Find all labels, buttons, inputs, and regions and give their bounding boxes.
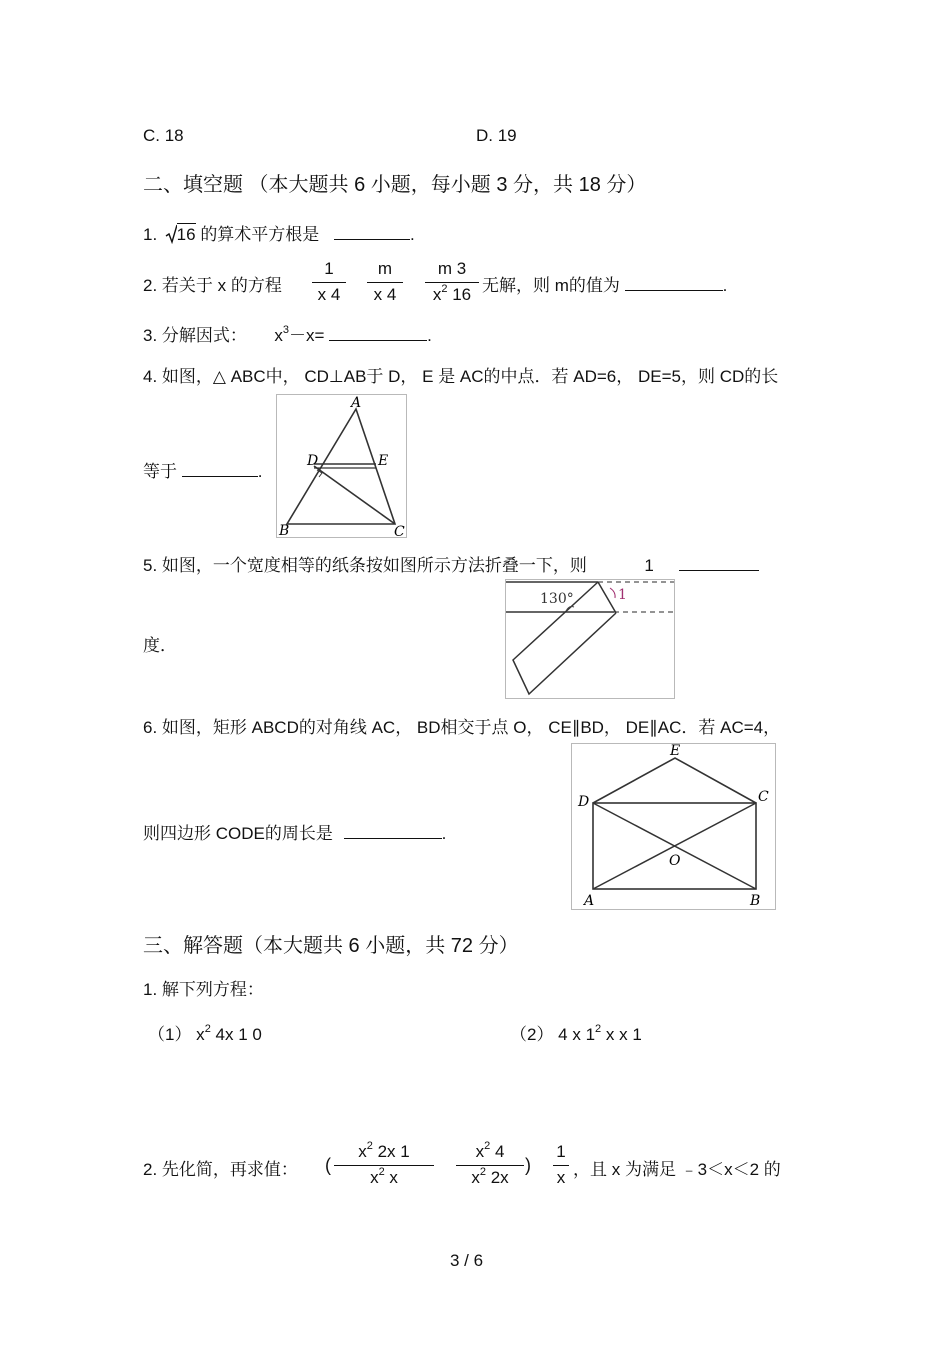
sqrt-sign-icon — [165, 224, 177, 244]
label-o: O — [669, 853, 681, 869]
q4-text: 4. 如图，△ ABC中， CD⊥AB于 D， E 是 AC的中点．若 AD=6， DE=5，则 CD的长 — [143, 367, 779, 386]
q2-tail: 无解，则 m的值为 . — [482, 276, 728, 295]
section-3-title: 三、解答题（本大题共 6 小题，共 72 分） — [143, 935, 519, 957]
fill-question-3: 3. 分解因式： $x^3-x=$ . — [143, 324, 432, 345]
folded-strip-figure — [505, 579, 675, 699]
rectangle-figure — [571, 743, 776, 910]
equation-1: （1） $x^2$ 4x 1 0 — [148, 1023, 262, 1044]
p2-tail: ，且 x 为满足 ﹣3＜x＜2 的 — [573, 1160, 781, 1179]
q4-line2: 等于 . — [143, 462, 263, 481]
equation-2: （2） 4 x $1^2$ x x 1 — [510, 1023, 642, 1044]
question-text: 的算术平方根是 — [200, 225, 320, 244]
label-d: D — [578, 794, 590, 810]
triangle-figure — [276, 394, 407, 538]
label-b: B — [279, 523, 290, 537]
q5-text: 5. 如图，一个宽度相等的纸条按如图所示方法折叠一下，则 1 — [143, 551, 759, 576]
label-e: E — [378, 453, 389, 469]
label-a: A — [351, 395, 362, 411]
q5-unit: 度． — [143, 636, 177, 655]
fraction-c: 1 x — [553, 1142, 569, 1188]
open-paren: ( — [325, 1155, 331, 1175]
label-e: E — [670, 744, 681, 759]
angle-label-130: 130° — [540, 591, 574, 607]
option-c: C. 18 — [143, 126, 184, 145]
label-c: C — [394, 524, 405, 537]
fraction-1: 1 x 4 — [312, 259, 346, 305]
sqrt-expression: 16 — [177, 225, 196, 245]
p1-title: 1. 解下列方程： — [143, 980, 264, 999]
answer-blank[interactable] — [344, 824, 442, 839]
answer-blank[interactable] — [334, 225, 410, 240]
label-a: A — [584, 893, 595, 909]
answer-blank[interactable] — [329, 326, 427, 341]
p2-lead: 2. 先化简，再求值： — [143, 1160, 298, 1179]
angle-label-1: 1 — [618, 587, 627, 603]
label-c: C — [758, 789, 769, 805]
answer-blank[interactable] — [625, 276, 723, 291]
section-2-title: 二、填空题 （本大题共 6 小题，每小题 3 分，共 18 分） — [143, 174, 647, 196]
fill-question-1: 1. 16 的算术平方根是 . — [143, 225, 415, 244]
option-d: D. 19 — [476, 126, 517, 145]
label-b: B — [750, 893, 761, 909]
answer-blank[interactable] — [679, 556, 759, 571]
angle-one: 1 — [644, 556, 654, 575]
fraction-3: m 3 $x^2$ 16 — [425, 259, 479, 305]
close-paren: ) — [525, 1155, 531, 1175]
q2-lead: 2. 若关于 x 的方程 — [143, 276, 282, 295]
question-number: 1. — [143, 225, 158, 244]
fraction-a: $x^2$ 2x 1 $x^2$ x — [334, 1142, 434, 1188]
answer-blank[interactable] — [182, 462, 258, 477]
label-d: D — [307, 453, 319, 469]
page-number: 3 / 6 — [450, 1251, 484, 1270]
fraction-b: $x^2$ 4 $x^2$ 2x — [456, 1142, 524, 1188]
q6-text: 6. 如图，矩形 ABCD的对角线 AC， BD相交于点 O， CE∥BD， DE∥AC．若 AC=4， — [143, 718, 781, 737]
fraction-2: m x 4 — [367, 259, 403, 305]
q6-line2: 则四边形 CODE的周长是 . — [143, 824, 447, 843]
expression: $x^3-x=$ — [274, 324, 325, 345]
